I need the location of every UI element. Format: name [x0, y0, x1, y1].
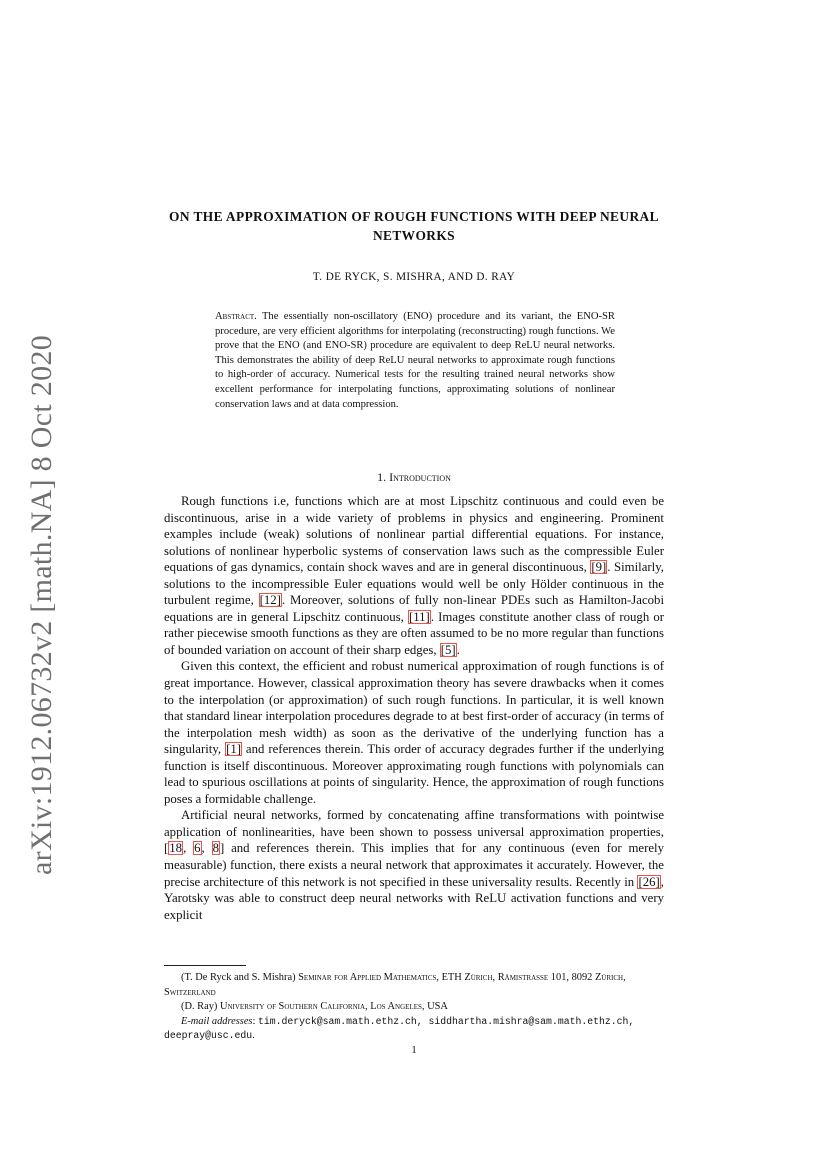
footnote-names: (D. Ray) — [181, 1001, 220, 1013]
section-heading — [164, 470, 664, 485]
arxiv-identifier-text: arXiv:1912.06732v2 [math.NA] 8 Oct 2020 — [25, 334, 58, 875]
paragraph-3 — [164, 807, 664, 923]
email-addresses[interactable]: tim.deryck@sam.math.ethz.ch, siddhartha.mishra@sam.math.ethz.ch, deepray@usc.edu — [164, 1015, 635, 1042]
paragraph-1 — [164, 493, 664, 658]
paragraph-text: ] and references therein. This implies that for any continuous (even for merely measurable) function, there exists a neural network that approximates it accurately. However, the precise architecture of this network is not specified in these universality results. Recently in — [164, 841, 664, 889]
footnote-emails: E-mail addresses: tim.deryck@sam.math.ethz.ch, siddhartha.mishra@sam.math.ethz.ch, deepray@usc.edu. — [164, 1015, 635, 1042]
author-list: T. DE RYCK, S. MISHRA, AND D. RAY — [312, 271, 516, 283]
footnote-affiliation-2 — [164, 1000, 664, 1015]
body-text — [164, 493, 664, 923]
citation-link[interactable]: 8 — [212, 841, 219, 856]
paragraph-2 — [164, 658, 664, 807]
paragraph-text: . Moreover, solutions of fully non-linear PDEs such as Hamilton-Jacobi equations are in general Lipschitz continuous, — [164, 593, 665, 624]
email-label: E-mail addresses — [181, 1015, 253, 1027]
footnotes — [164, 971, 664, 1044]
citation-separator: , — [201, 841, 212, 856]
citation-link[interactable]: [9] — [591, 560, 607, 575]
citation-link[interactable]: [1] — [226, 742, 241, 757]
citation-link[interactable]: [26] — [638, 874, 660, 889]
footnote-affiliation-1 — [164, 971, 664, 1000]
paragraph-text: Rough functions i.e, functions which are at most Lipschitz continuous and could even be discontinuous, arise in a wide variety of problems in physics and engineering. Prominent examples include (weak) solutions of nonlinear partial differential equations. For instance, solutions of nonlinear hyperbolic systems of conservation laws such as the compressible Euler equations of gas dynamics, contain shock waves and are in general discontinuous, — [164, 494, 664, 575]
citation-link[interactable]: 6 — [194, 841, 201, 856]
paragraph-text: , Yarotsky was able to construct deep neural networks with ReLU activation functions and very explicit — [164, 874, 664, 922]
paragraph-text: . Images constitute another class of rough or rather piecewise smooth functions as they are often assumed to be no more regular than functions of bounded variation on account of their sharp edges, — [164, 609, 664, 657]
footnote-address: University of Southern California, Los Angeles, USA — [219, 1001, 448, 1013]
section-title: Introduction — [389, 470, 451, 484]
abstract-text: The essentially non-oscillatory (ENO) procedure and its variant, the ENO-SR procedure, are very efficient algorithms for interpolating (reconstructing) rough functions. We prove that the ENO (and ENO-SR) procedure are equivalent to deep ReLU neural networks. This demonstrates the ability of deep ReLU neural networks to approximate rough functions to high-order of accuracy. Numerical tests for the resulting trained neural networks show excellent performance for interpolating functions, approximating solutions of nonlinear conservation laws and at data compression. — [215, 311, 615, 410]
paragraph-text: Artificial neural networks, formed by concatenating affine transformations with pointwise application of nonlinearities, have been shown to possess universal approximation properties, [ — [164, 808, 664, 856]
citation-link[interactable]: [11] — [408, 609, 430, 624]
paper-title: ON THE APPROXIMATION OF ROUGH FUNCTIONS WITH DEEP NEURAL NETWORKS — [169, 209, 659, 243]
page-number: 1 — [411, 1045, 417, 1056]
section-number: 1. — [377, 470, 387, 484]
paragraph-text: . Similarly, solutions to the incompressible Euler equations would well be only Hölder continuous in the turbulent regime, — [164, 560, 664, 608]
paragraph-text: . — [456, 642, 460, 657]
footnote-names: (T. De Ryck and S. Mishra) — [181, 972, 299, 983]
abstract-heading: Abstract. — [215, 311, 257, 322]
citation-link[interactable]: [12] — [259, 593, 281, 608]
arxiv-identifier-sidebar — [22, 334, 62, 875]
abstract — [215, 310, 615, 412]
footnote-divider — [164, 965, 246, 966]
footnote-address: Seminar for Applied Mathematics, ETH Zürich, Rämistrasse 101, 8092 Zürich, Switzerland — [164, 972, 626, 998]
citation-link[interactable]: 18 — [169, 841, 183, 856]
footnote-end: . — [252, 1030, 255, 1042]
paragraph-text: and references therein. This order of accuracy degrades further if the underlying function is itself discontinuous. Moreover approximating rough functions with polynomials can lead to spurious oscillations at points of singularity. Hence, the approximation of rough functions poses a formidable challenge. — [164, 742, 664, 806]
paragraph-text: Given this context, the efficient and robust numerical approximation of rough functions is of great importance. However, classical approximation theory has severe drawbacks when it comes to the interpolation (or approximation) of such rough functions. In particular, it is well known that standard linear interpolation procedures degrade to at best first-order of accuracy (in terms of the interpolation mesh width) as soon as the derivative of the underlying function has a singularity, — [164, 659, 664, 757]
citation-link[interactable]: [5] — [440, 642, 456, 657]
citation-separator: , — [183, 841, 194, 856]
